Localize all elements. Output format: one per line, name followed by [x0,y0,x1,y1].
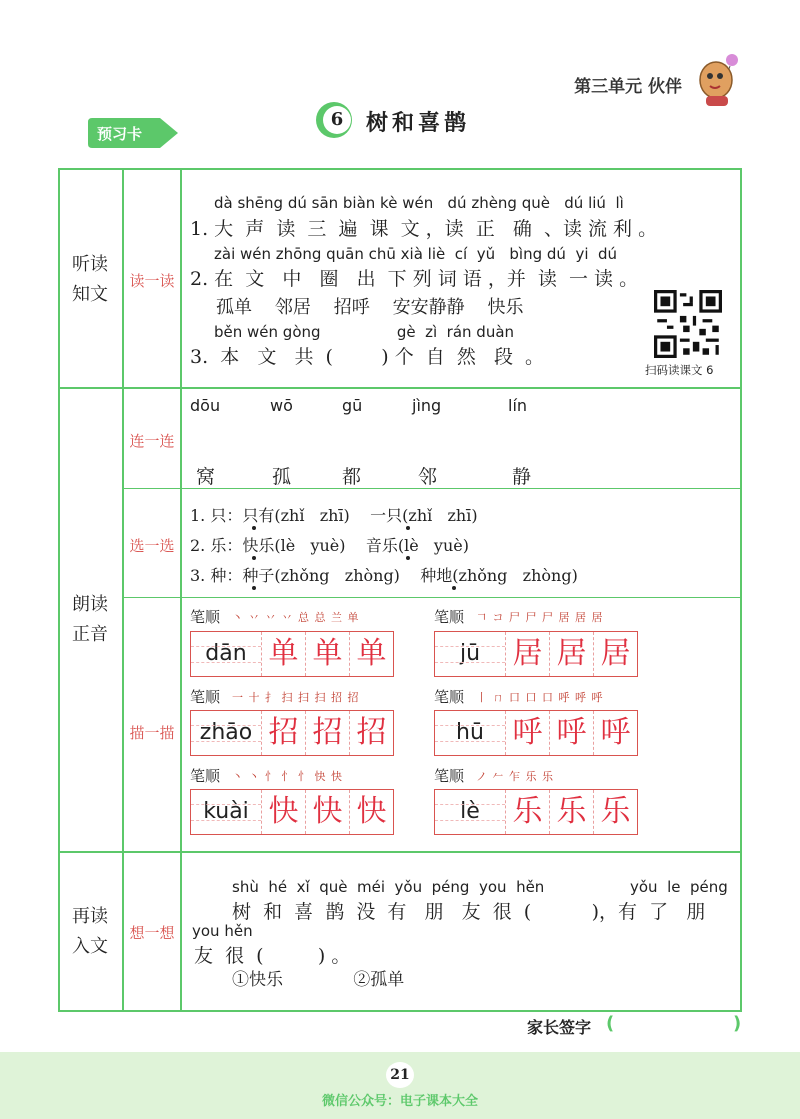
grid-border-right [740,168,742,1012]
stroke-order-zhao: 一 十 扌 扫 扫 扫 招 招 [232,691,360,704]
qr-code-icon[interactable] [654,290,722,358]
pinyin-cell: jū [435,632,506,676]
pinyin-cell: hū [435,711,506,755]
think-pinyin-1: shù hé xǐ què méi yǒu péng you hěn [232,878,545,896]
section-read-aloud: 朗读 正音 [72,594,108,645]
pinyin-cell: dān [191,632,262,676]
label-choose: 选一选 [129,537,175,555]
stroke-label: 笔顺 [434,608,465,626]
read-line2-pinyin: zài wén zhōng quān chū xià liè cí yǔ bìng dú yi dú [214,245,618,263]
connect-char-4: 邻 [418,466,438,488]
char-cell: 呼 [600,715,631,750]
char-cell: 居 [550,632,594,676]
page-number: 21 [386,1062,414,1088]
stroke-label: 笔顺 [190,608,221,626]
emphasis-dot [252,586,256,590]
emphasis-dot [406,556,410,560]
section-listen: 听读 知文 [72,254,108,305]
grid-border-top [58,168,742,170]
label-read-once: 读一读 [129,272,175,290]
connect-char-5: 静 [512,466,532,488]
label-connect: 连一连 [129,432,175,450]
char-cell: 乐 [506,790,550,834]
emphasis-dot [252,526,256,530]
think-pinyin-2: you hěn [192,922,253,940]
writing-box-kuai [190,789,394,835]
writing-box-dan [190,631,394,677]
read-words: 孤单 邻居 招呼 安安静静 快乐 [216,297,524,318]
char-cell: 单 [306,632,350,676]
stroke-order-hu: 丨 ㄇ 口 口 口 呼 呼 呼 [476,691,604,704]
read-line2-text: 2. 在 文 中 圈 出 下 列 词 语 ，并 读 一 读 。 [190,268,639,290]
grid-row-4 [58,851,742,853]
char-cell: 快 [356,794,387,829]
char-cell: 招 [356,715,387,750]
preview-card-label: 预习卡 [97,125,143,143]
stroke-order-ju: 𠃍 コ 尸 尸 尸 居 居 居 [476,611,604,624]
grid-row-3 [122,597,742,598]
footer-wechat: 微信公众号：电子课本大全 [321,1094,478,1109]
connect-pinyin-4: jìng [412,396,442,415]
connect-char-1: 窝 [196,466,216,488]
read-line3-text: 3. 本 文 共 ( ) 个 自 然 段 。 [190,346,545,368]
emphasis-dot [452,586,456,590]
char-cell: 快 [262,790,306,834]
signature-paren-left: ( [606,1013,615,1034]
pinyin-cell: lè [435,790,506,834]
signature-paren-right: ) [733,1013,742,1034]
char-cell: 招 [306,711,350,755]
grid-divider-1 [122,168,124,1012]
emphasis-dot [252,556,256,560]
mascot-icon [692,50,742,110]
choose-line3: 3. 种：种子(zhǒng zhòng) 种地(zhǒng zhòng) [190,566,578,585]
grid-divider-2 [180,168,182,1012]
think-options: ①快乐 ②孤单 [232,970,405,990]
stroke-order-kuai: 丶 丶 忄 忄 忄 快 快 [232,770,343,783]
writing-box-ju [434,631,638,677]
char-cell: 居 [506,632,550,676]
stroke-label: 笔顺 [190,767,221,785]
char-cell: 乐 [550,790,594,834]
stroke-order-dan: 丶 丷 丷 丷 总 总 兰 单 [232,611,360,624]
parent-signature-label: 家长签字 [527,1018,592,1037]
think-text-2: 友 很 ( ) 。 [194,945,351,967]
connect-pinyin-3: gū [342,396,363,415]
writing-box-zhao [190,710,394,756]
think-text-1: 树 和 喜 鹊 没 有 朋 友 很 ( )，有 了 朋 [232,901,706,923]
char-cell: 快 [306,790,350,834]
lesson-title: 树和喜鹊 [366,110,471,136]
char-cell: 呼 [506,711,550,755]
stroke-label: 笔顺 [434,767,465,785]
label-think: 想一想 [129,924,175,942]
stroke-order-le: ノ 𠂉 乍 乐 乐 [476,770,554,783]
label-trace: 描一描 [129,724,175,742]
char-cell: 乐 [600,794,631,829]
connect-pinyin-1: dōu [190,396,221,415]
writing-box-hu [434,710,638,756]
char-cell: 单 [262,632,306,676]
char-cell: 呼 [550,711,594,755]
read-line1-pinyin: dà shēng dú sān biàn kè wén dú zhèng què dú liú lì [214,194,624,212]
char-cell: 居 [600,636,631,671]
read-line3-pinyin: běn wén gòng gè zì rán duàn [214,323,515,341]
stroke-label: 笔顺 [190,688,221,706]
stroke-label: 笔顺 [434,688,465,706]
read-line1-text: 1. 大 声 读 三 遍 课 文 ，读 正 确 、读 流 利 。 [190,218,658,240]
unit-label: 第三单元 伙伴 [574,77,682,97]
grid-border-bottom [58,1010,742,1012]
char-cell: 招 [262,711,306,755]
think-pinyin-1b: yǒu le péng [630,878,728,896]
pinyin-cell: zhāo [191,711,262,755]
connect-char-2: 孤 [272,466,292,488]
char-cell: 单 [356,636,387,671]
pinyin-cell: kuài [191,790,262,834]
grid-row-1 [58,387,742,389]
connect-pinyin-5: lín [508,396,528,415]
qr-caption: 扫码读课文 6 [645,363,714,377]
emphasis-dot [406,526,410,530]
connect-pinyin-2: wō [270,396,293,415]
lesson-number: 6 [323,106,351,134]
choose-line1: 1. 只：只有(zhǐ zhī) 一只(zhǐ zhī) [190,506,478,525]
choose-line2: 2. 乐：快乐(lè yuè) 音乐(lè yuè) [190,536,469,555]
connect-char-3: 都 [342,466,362,488]
writing-box-le [434,789,638,835]
section-reread: 再读 入文 [72,906,108,957]
